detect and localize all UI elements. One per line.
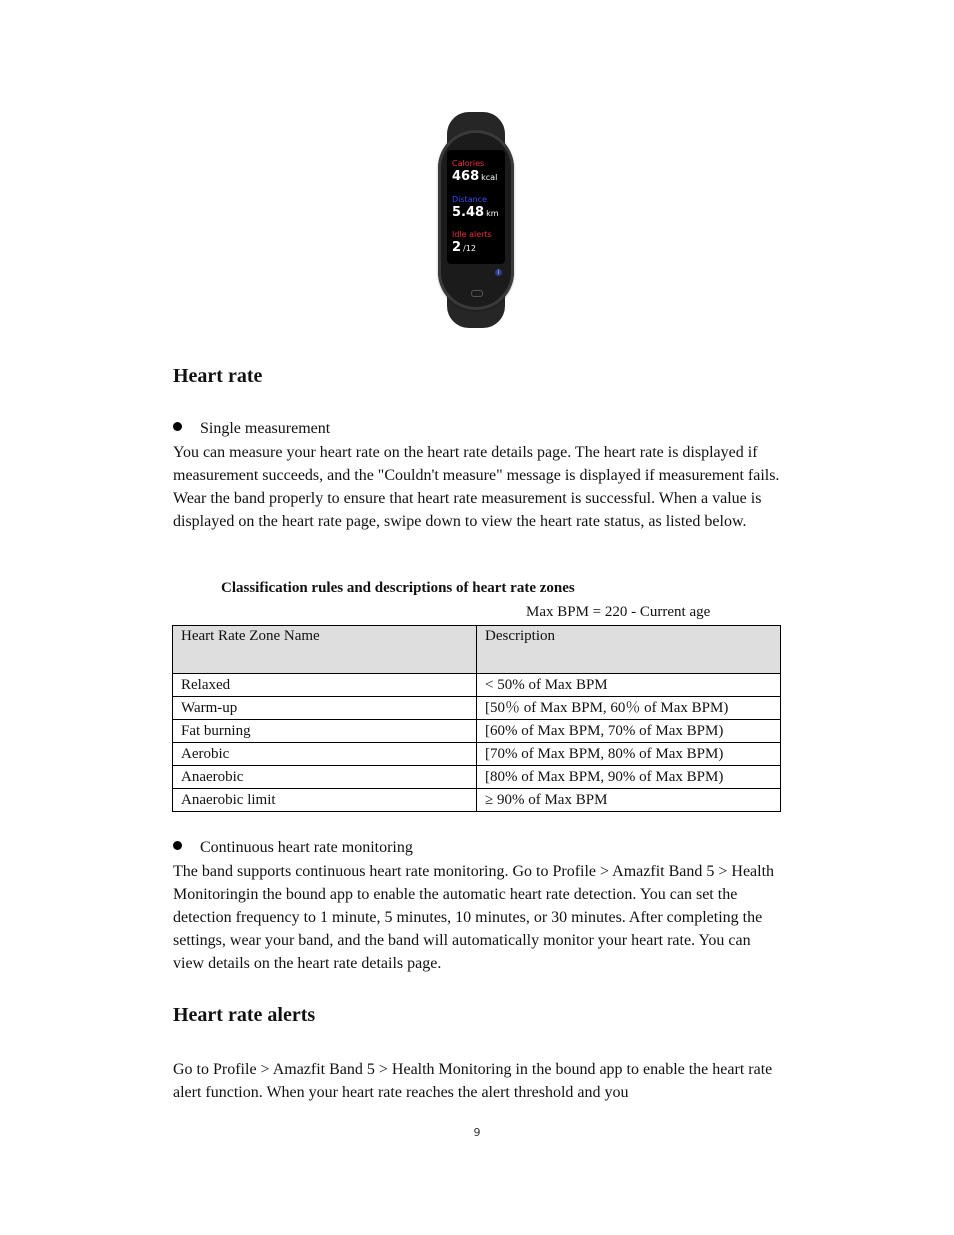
zone-name-cell: Aerobic (173, 743, 477, 766)
band-screen (447, 150, 505, 276)
idle-alerts-label: Idle alerts (452, 230, 492, 239)
zone-description-cell: [60% of Max BPM, 70% of Max BPM) (477, 720, 781, 743)
zone-description-cell: [80% of Max BPM, 90% of Max BPM) (477, 766, 781, 789)
bullet-icon (173, 422, 182, 431)
distance-value: 5.48 km (452, 205, 499, 220)
paragraph-single-measurement: You can measure your heart rate on the heart rate details page. The heart rate is displayed if measurement succeeds, and the "Couldn't measure" message is displayed if measurement fails. Wear the band properly to ensure that heart rate measurement is successful. When a value is displayed on the heart rate page, swipe down to view the heart rate status, as listed below. (173, 444, 780, 530)
bullet-single-text: Single measurement (200, 420, 331, 437)
paragraph-heart-rate-alerts: Go to Profile > Amazfit Band 5 > Health Monitoring in the bound app to enable the heart rate alert function. When your heart rate reaches the alert threshold and you (173, 1061, 773, 1101)
zone-name-cell: Relaxed (173, 674, 477, 697)
table-note: Max BPM = 220 - Current age (526, 604, 711, 620)
info-icon: i (495, 269, 502, 276)
zone-description-cell: ≥ 90% of Max BPM (477, 789, 781, 812)
table-row (173, 766, 781, 789)
zone-description-cell: < 50% of Max BPM (477, 674, 781, 697)
zone-name-cell: Warm-up (173, 697, 477, 720)
table-row (173, 697, 781, 720)
zone-name-cell: Anaerobic (173, 766, 477, 789)
bullet-single-measurement (173, 419, 330, 439)
page-number: 9 (473, 1126, 481, 1139)
bullet-icon (173, 841, 182, 850)
band-home-key (471, 290, 483, 297)
column-header-zone: Heart Rate Zone Name (173, 626, 477, 674)
idle-alerts-value: 2 /12 (452, 240, 476, 255)
zone-description-cell: [70% of Max BPM, 80% of Max BPM) (477, 743, 781, 766)
heart-rate-zones-table (172, 625, 781, 812)
band-device-image (365, 108, 587, 332)
table-row (173, 720, 781, 743)
table-caption: Classification rules and descriptions of heart rate zones (221, 580, 575, 596)
heading-heart-rate-alerts: Heart rate alerts (173, 1004, 316, 1026)
table-row (173, 789, 781, 812)
distance-label: Distance (452, 195, 487, 204)
zone-name-cell: Anaerobic limit (173, 789, 477, 812)
band-capsule (438, 130, 514, 310)
table-header-row (173, 626, 781, 674)
heading-heart-rate: Heart rate (173, 365, 263, 387)
column-header-description: Description (477, 626, 781, 674)
table-row (173, 674, 781, 697)
table-row (173, 743, 781, 766)
zone-name-cell: Fat burning (173, 720, 477, 743)
bullet-continuous-text: Continuous heart rate monitoring (200, 839, 413, 856)
calories-value: 468 kcal (452, 169, 498, 184)
paragraph-continuous-monitoring: The band supports continuous heart rate monitoring. Go to Profile > Amazfit Band 5 > Health Monitoringin the bound app to enable the automatic heart rate detection. You can set the detection frequency to 1 minute, 5 minutes, 10 minutes, or 30 minutes. After completing the settings, wear your band, and the band will automatically monitor your heart rate. You can view details on the heart rate details page. (173, 863, 775, 972)
bullet-continuous-monitoring (173, 838, 413, 858)
calories-label: Calories (452, 159, 485, 168)
zone-description-cell: [50％ of Max BPM, 60％ of Max BPM) (477, 697, 781, 720)
